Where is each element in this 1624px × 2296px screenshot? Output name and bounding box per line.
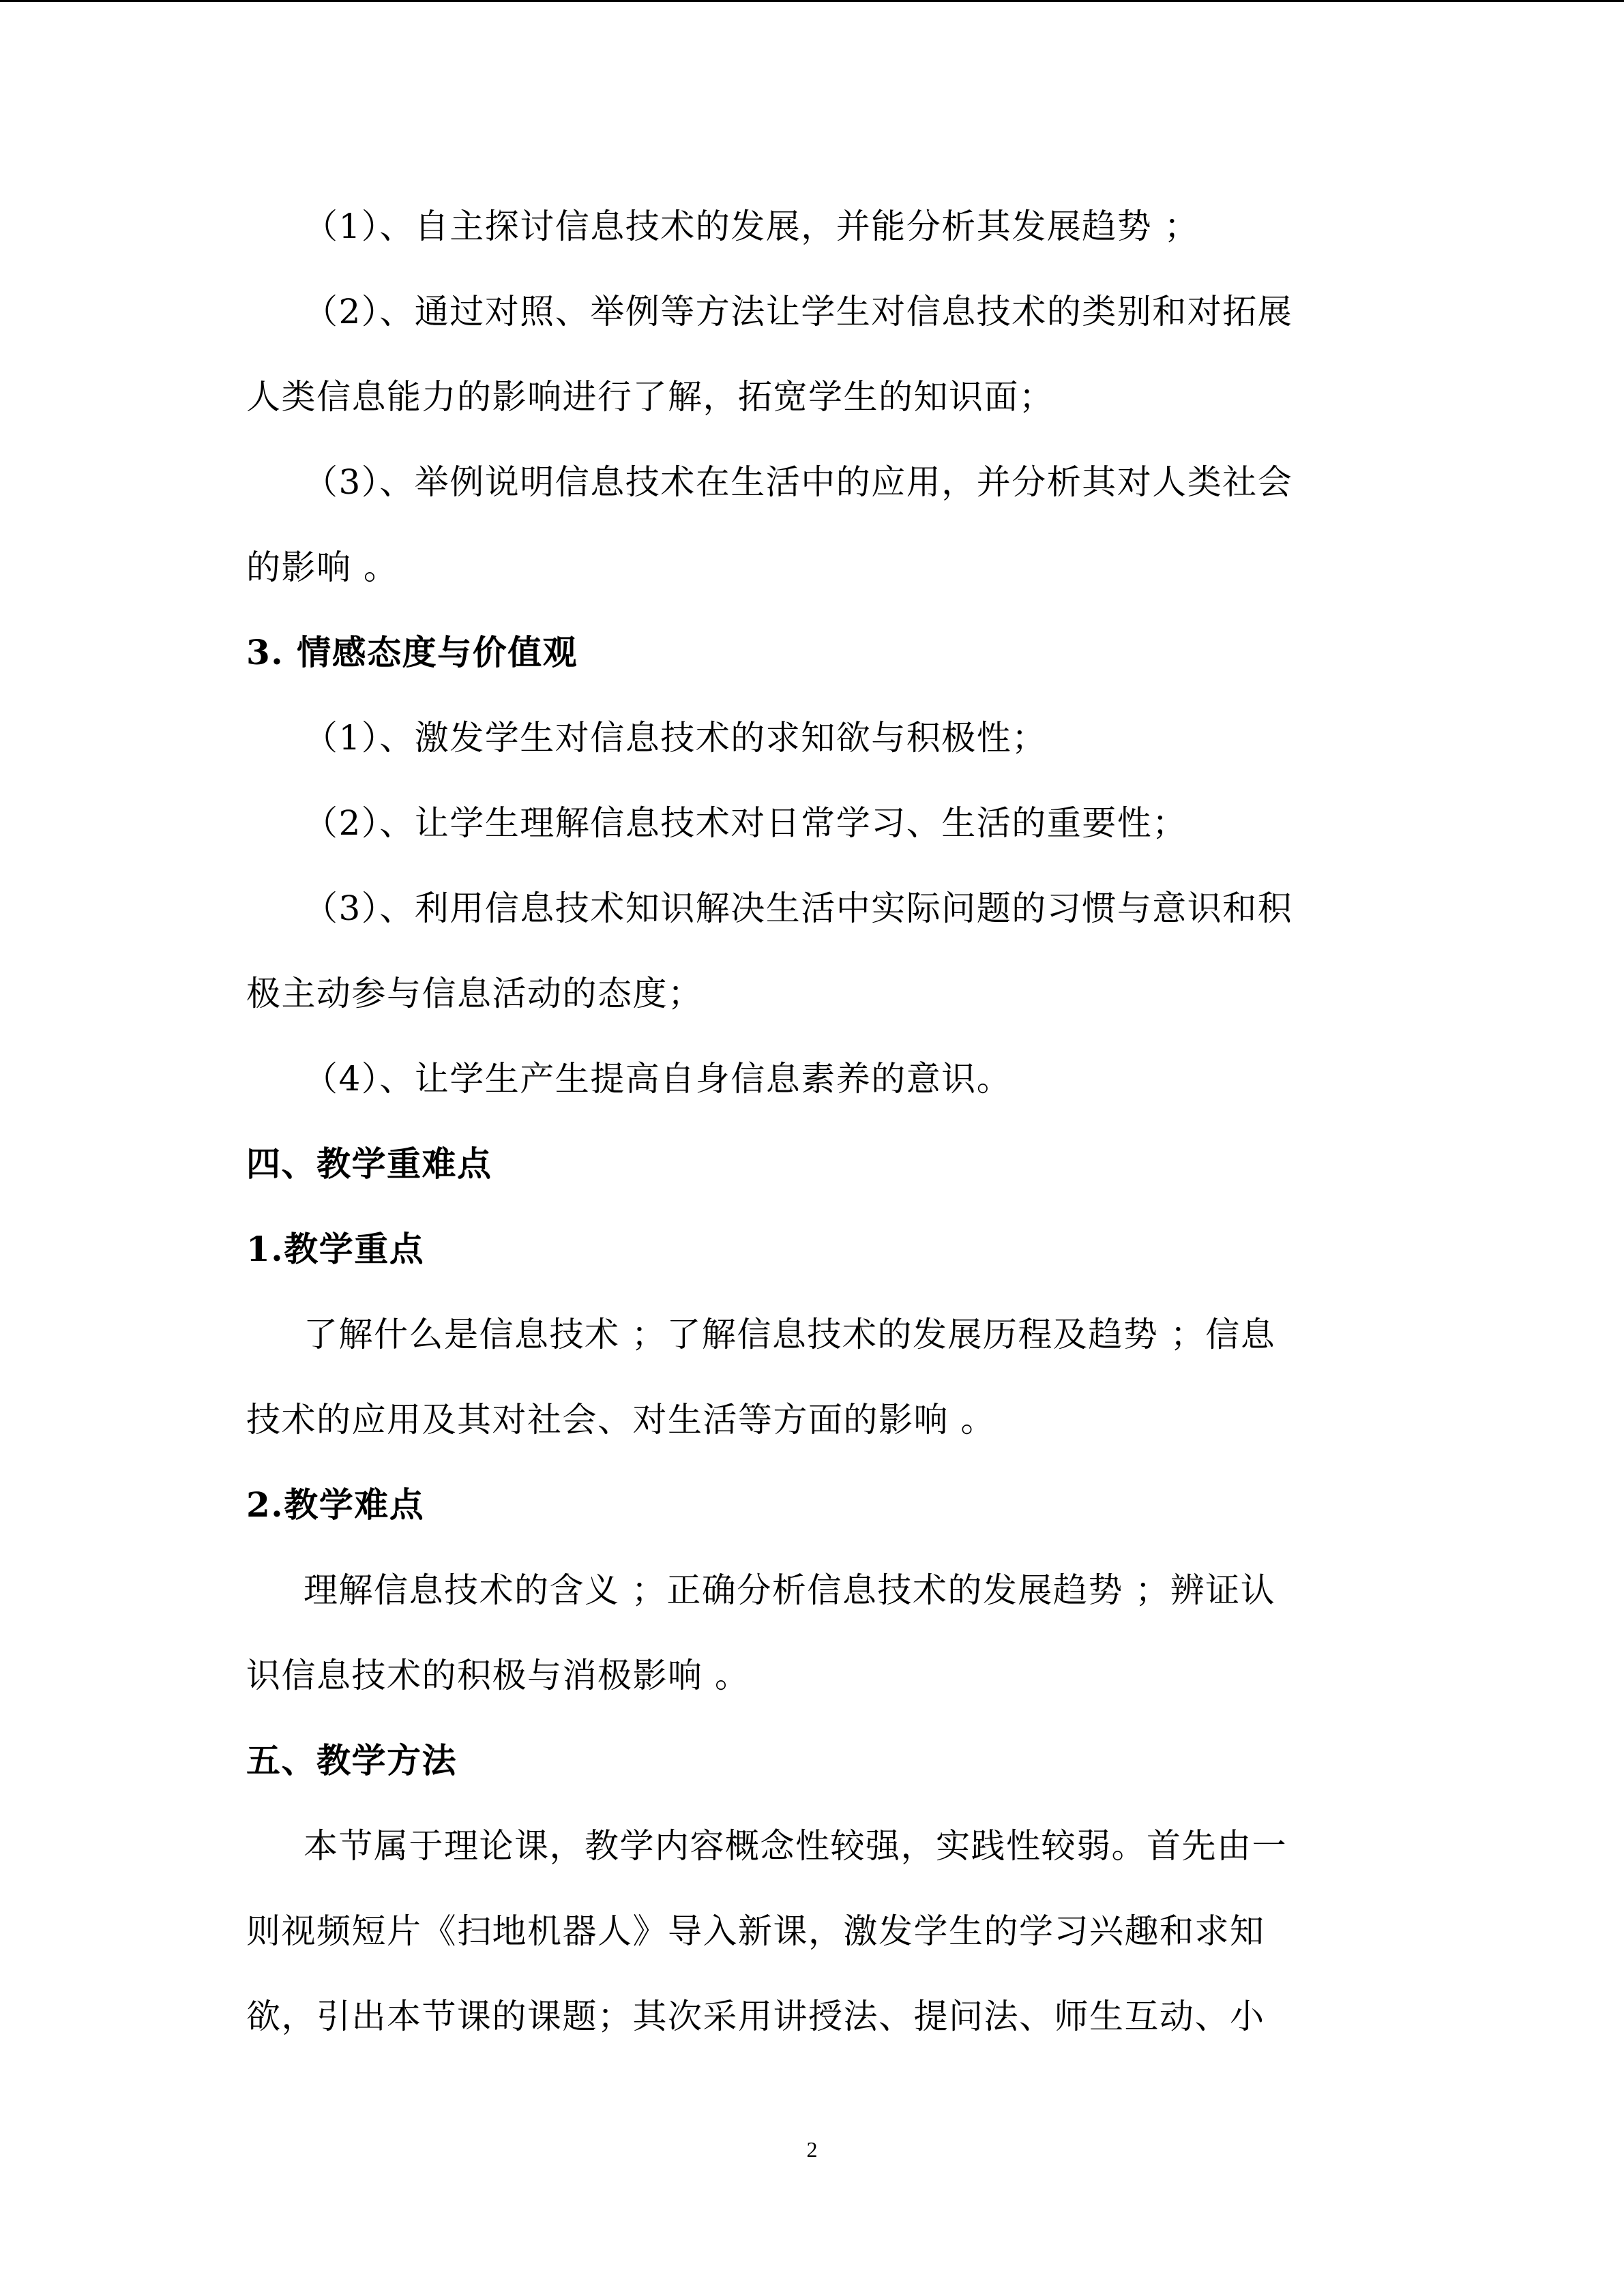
text-line-difficult-b: 识信息技术的积极与消极影响 。 (246, 1656, 750, 1695)
section-heading-key: 1.教学重点 (246, 1229, 425, 1269)
text-line-attitude-3b: 极主动参与信息活动的态度； (246, 974, 703, 1013)
text-line-skill-3a: （3）、举例说明信息技术在生活中的应用，并分析其对人类社会 (304, 462, 1293, 502)
text-line-key-b: 技术的应用及其对社会、对生活等方面的影响 。 (246, 1400, 996, 1440)
text-line-method-b: 则视频短片《扫地机器人》导入新课，激发学生的学习兴趣和求知 (246, 1911, 1265, 1951)
text-line-method-c: 欲，引出本节课的课题；其次采用讲授法、提问法、师生互动、小 (246, 1997, 1265, 2036)
section-heading-method: 五、教学方法 (246, 1740, 457, 1780)
text-line-attitude-1: （1）、激发学生对信息技术的求知欲与积极性； (304, 718, 1047, 758)
text-line-skill-1: （1）、自主探讨信息技术的发展，并能分析其发展趋势 ； (304, 207, 1200, 246)
top-border-rule (0, 0, 1624, 2)
text-line-difficult-a: 理解信息技术的含义 ；正确分析信息技术的发展趋势 ；辨证认 (304, 1570, 1276, 1610)
section-heading-key-difficult: 四、教学重难点 (246, 1144, 492, 1184)
text-line-skill-3b: 的影响 。 (246, 548, 399, 587)
text-line-method-a: 本节属于理论课，教学内容概念性较强，实践性较弱。首先由一 (304, 1826, 1287, 1866)
text-line-attitude-3a: （3）、利用信息技术知识解决生活中实际问题的习惯与意识和积 (304, 889, 1293, 928)
text-line-skill-2a: （2）、通过对照、举例等方法让学生对信息技术的类别和对拓展 (304, 292, 1293, 331)
section-heading-difficult: 2.教学难点 (246, 1485, 425, 1525)
page-number: 2 (806, 2137, 818, 2162)
section-heading-attitude: 3. 情感态度与价值观 (246, 632, 578, 672)
text-line-skill-2b: 人类信息能力的影响进行了解，拓宽学生的知识面； (246, 377, 1054, 417)
text-line-attitude-2: （2）、让学生理解信息技术对日常学习、生活的重要性； (304, 803, 1187, 843)
text-line-key-a: 了解什么是信息技术 ；了解信息技术的发展历程及趋势 ；信息 (304, 1315, 1276, 1354)
text-line-attitude-4: （4）、让学生产生提高自身信息素养的意识。 (304, 1059, 1012, 1099)
